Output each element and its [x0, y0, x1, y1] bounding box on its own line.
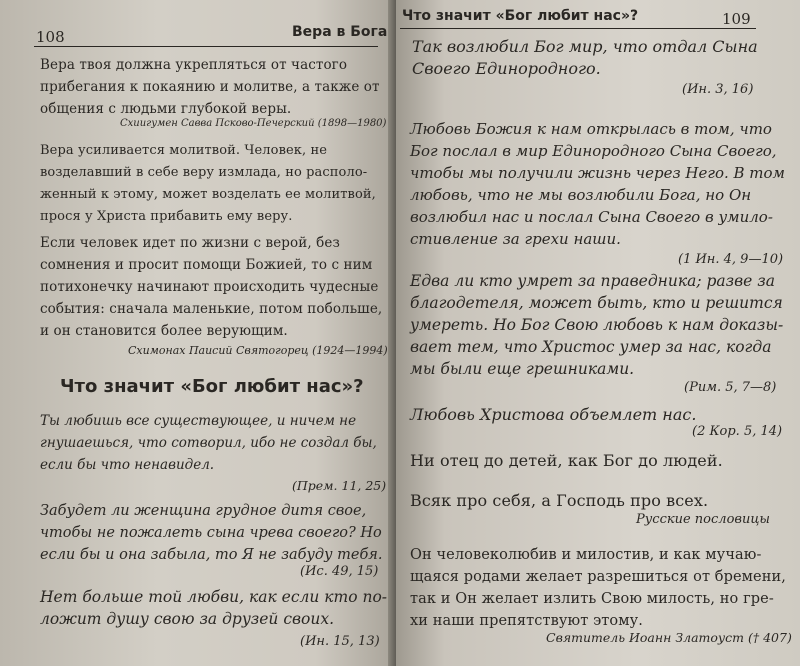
paragraph-faith-2: Вера усиливается молитвой. Человек, не возделавший в себе веру измлада, но располо- женный к этому, может возделать ее молитвой, прося у Христа прибавить ему веру.: [40, 143, 376, 224]
paragraph-faith-3: Если человек идет по жизни с верой, без сомнения и просит помощи Божией, то с ним потихонечку начинают происходить чудесные события: сначала маленькие, потом побольше, и он становится более верующим.: [40, 235, 383, 339]
scripture-reference: (2 Кор. 5, 14): [692, 424, 783, 439]
attribution: Святитель Иоанн Златоуст († 407): [546, 630, 792, 645]
right-page: [396, 0, 800, 666]
header-rule: [34, 46, 378, 47]
header-rule: [400, 28, 756, 29]
proverb: Ни отец до детей, как Бог до людей.: [410, 451, 723, 470]
attribution: Схимонах Паисий Святогорец (1924—1994): [128, 344, 388, 357]
paragraph-chrysostom: Он человеколюбив и милостив, и как мучаю- щаяся родами желает разрешиться от бремени, так и Он желает излить Свою милость, но гре- хи наши препятствуют этому.: [410, 547, 786, 629]
scripture-reference: (Ис. 49, 15): [300, 564, 379, 579]
quote-isaiah: Забудет ли женщина грудное дитя свое, чтобы не пожалеть сына чрева своего? Но если бы и она забыла, то Я не забуду тебя.: [40, 503, 383, 563]
page-number: 108: [36, 28, 65, 46]
proverb: Всяк про себя, а Господь про всех.: [410, 491, 709, 510]
attribution: Схиигумен Савва Псково-Печерский (1898—1980): [120, 118, 387, 129]
scripture-reference: (Рим. 5, 7—8): [684, 380, 777, 395]
running-head: Вера в Бога: [292, 24, 388, 40]
quote-john-3-16: Так возлюбил Бог мир, что отдал Сына Своего Единородного.: [412, 37, 758, 78]
left-page: [0, 0, 394, 666]
scripture-reference: (Прем. 11, 25): [292, 478, 387, 493]
quote-1john: Любовь Божия к нам открылась в том, что Бог послал в мир Единородного Сына Своего, чтобы мы получили жизнь через Него. В том любовь, что не мы возлюбили Бога, но Он возлюбил нас и послал Сына Своего в умило- стивление за грехи наши.: [410, 120, 785, 248]
quote-wisdom: Ты любишь все существующее, и ничем не гнушаешься, что сотворил, ибо не создал бы, если бы что ненавидел.: [40, 413, 377, 473]
section-heading: Что значит «Бог любит нас»?: [60, 376, 364, 397]
quote-corinthians: Любовь Христова объемлет нас.: [410, 405, 697, 424]
scripture-reference: (Ин. 15, 13): [300, 634, 380, 649]
page-number: 109: [722, 10, 751, 28]
scripture-reference: (1 Ин. 4, 9—10): [678, 252, 784, 267]
quote-john: Нет больше той любви, как если кто по- ложит душу свою за друзей своих.: [40, 588, 388, 628]
running-head: Что значит «Бог любит нас»?: [402, 8, 639, 24]
attribution: Русские пословицы: [636, 512, 770, 527]
paragraph-faith-1: Вера твоя должна укрепляться от частого прибегания к покаянию и молитве, а также от общения с людьми глубокой веры.: [40, 57, 380, 117]
scripture-reference: (Ин. 3, 16): [682, 82, 754, 97]
quote-romans: Едва ли кто умрет за праведника; разве за благодетеля, может быть, кто и решится умереть. Но Бог Свою любовь к нам доказы- вает тем, что Христос умер за нас, когда мы были еще грешниками.: [410, 272, 784, 378]
